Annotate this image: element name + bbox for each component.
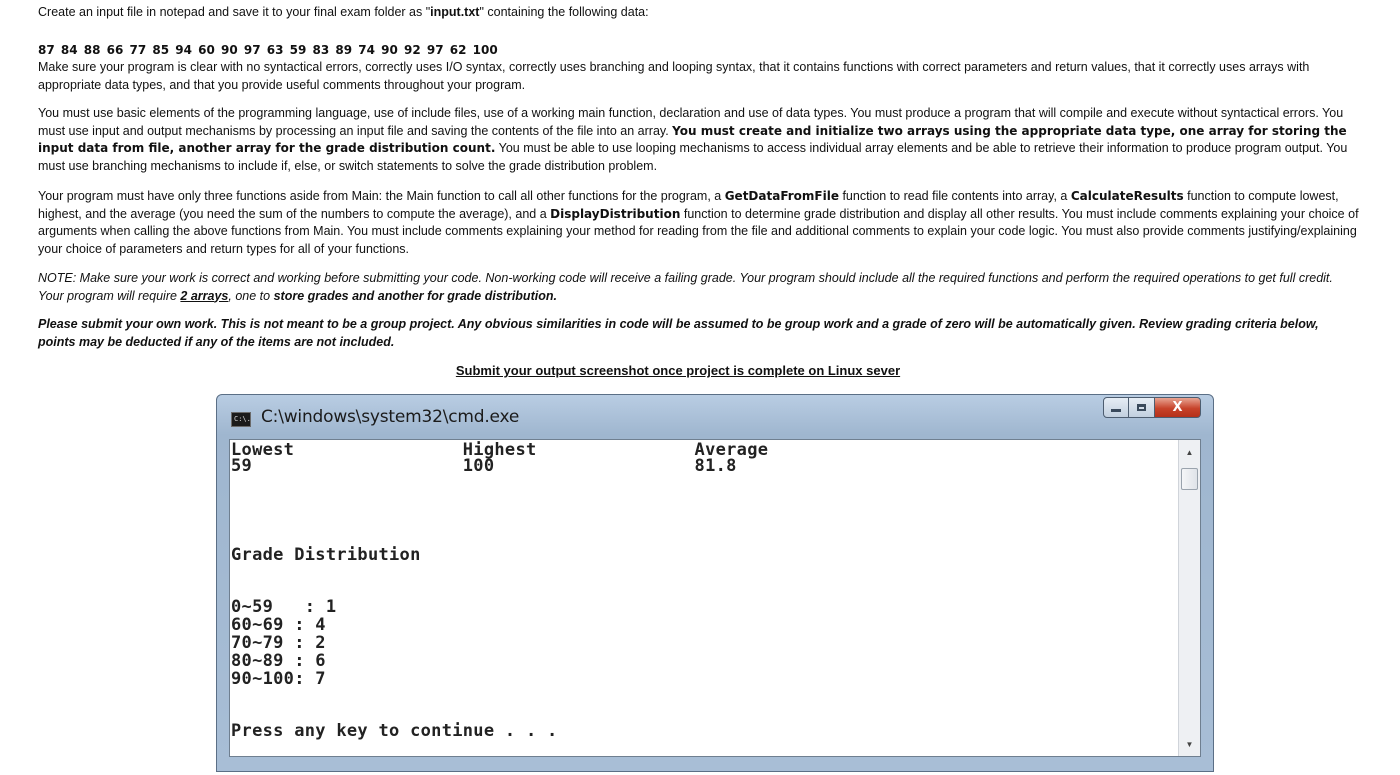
scroll-up-icon[interactable]: ▲ [1185, 447, 1194, 457]
continue-prompt: Press any key to continue . . . [231, 721, 558, 741]
window-controls [1103, 397, 1201, 419]
distribution-row: 0~59 : 1 [231, 597, 337, 617]
function-name-calculate: CalculateResults [1070, 189, 1184, 203]
minimize-button[interactable] [1103, 397, 1129, 418]
p4-text-a: Your program must have only three functions aside from Main: the Main function to call all other functions for the program, a [38, 189, 725, 203]
window-title: C:\windows\system32\cmd.exe [261, 407, 520, 427]
language-elements-paragraph [38, 105, 1368, 175]
stats-header: Lowest Highest Average [231, 440, 769, 460]
note-bold-text: store grades and another for grade distribution. [273, 288, 557, 303]
intro-text-end: " containing the following data: [479, 5, 649, 19]
vertical-scrollbar[interactable] [1178, 440, 1200, 756]
note-text-b: , one to [228, 288, 274, 303]
functions-paragraph [38, 188, 1368, 258]
distribution-row: 80~89 : 6 [231, 651, 326, 671]
p3-bold-arrays: You must create and initialize two arrays using the appropriate data type, one array for storing the input data from file, another array for the grade distribution count. [38, 123, 1347, 155]
note-paragraph [38, 270, 1358, 305]
function-name-display: DisplayDistribution [550, 206, 681, 221]
console-output[interactable] [229, 439, 1201, 757]
close-button[interactable]: X [1155, 397, 1201, 418]
distribution-row: 90~100: 7 [231, 669, 326, 689]
input-filename: input.txt [430, 5, 480, 19]
minimize-icon [1111, 409, 1121, 412]
p3-text-b: You must be able to use looping mechanisms to access individual array elements and be able to retrieve their information to produce program output. You must use branching mechanisms to include if, else, or switch statements to solve the grade distribution problem. [38, 141, 1348, 173]
distribution-row: 70~79 : 2 [231, 633, 326, 653]
scroll-thumb[interactable] [1181, 468, 1198, 490]
maximize-icon [1137, 404, 1146, 411]
academic-honesty-paragraph: Please submit your own work. This is not meant to be a group project. Any obvious similarities in code will be assumed to be group work and a grade of zero will be automatically given. Review grading criteria below, points may be deducted if any of the items are not included. [38, 317, 1319, 349]
distribution-row: 60~69 : 4 [231, 615, 326, 635]
input-data-numbers: 87 84 88 66 77 85 94 60 90 97 63 59 83 89 74 90 92 97 62 100 [38, 43, 498, 57]
note-text-a: NOTE: Make sure your work is correct and working before submitting your code. Non-working code will receive a failing grade. Your program should include all the required functions and perform the required operations to get full credit. Your program will require [38, 271, 1333, 303]
submit-instruction: Submit your output screenshot once project is complete on Linux sever [455, 363, 901, 378]
intro-paragraph [38, 4, 1368, 22]
intro-text: Create an input file in notepad and save it to your final exam folder as " [38, 5, 431, 19]
note-two-arrays: 2 arrays [180, 288, 229, 303]
p4-text-d: function to determine grade distribution and display all other results. You must include comments explaining your choice of arguments when calling the above functions from Main. You must include comments explaining your method for reading from the file and additional comments to explain your code logic. You must also provide comments justifying/explaining your choice of parameters and return types for all of your functions. [38, 206, 1359, 256]
function-name-getdata: GetDataFromFile [724, 189, 839, 203]
window-titlebar[interactable] [217, 395, 1213, 439]
requirements-paragraph: Make sure your program is clear with no syntactical errors, correctly uses I/O syntax, correctly uses branching and looping syntax, that it contains functions with correct parameters and return values, that it correctly uses arrays with appropriate data types, and that you provide useful comments throughout your program. [38, 60, 1310, 92]
cmd-window [216, 394, 1214, 772]
stats-values: 59 100 81.8 [231, 456, 737, 476]
p3-text-a: You must use basic elements of the programming language, use of include files, use of a working main function, declaration and use of data types. You must produce a program that will compile and execute without syntactical errors. You must use input and output mechanisms by processing an input file and saving the contents of the file into an array. [38, 106, 1344, 138]
cmd-icon: C:\. [231, 412, 251, 427]
scroll-down-icon[interactable]: ▼ [1185, 739, 1194, 749]
p4-text-b: function to read file contents into array, a [838, 189, 1071, 203]
p4-text-c: function to compute lowest, highest, and the average (you need the sum of the numbers to compute the average), and a [38, 189, 1339, 221]
distribution-title: Grade Distribution [231, 545, 421, 565]
maximize-button[interactable] [1129, 397, 1155, 418]
